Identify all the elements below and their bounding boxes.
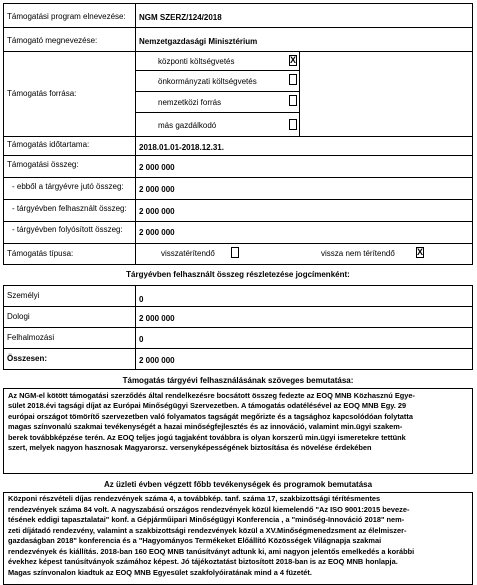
usage-text-line: szert, melyek nagyon hasznosak Magyarorsz. versenyképességének biztosítása és növelése érdekében	[8, 443, 372, 453]
activities-line: rendezvények száma 84 volt. A nagyszabású országos rendezvények közül kiemelendő "Az ISO 9001:2015 beveze-	[8, 504, 410, 514]
support-type-refundable-label: visszatérítendő	[161, 249, 215, 258]
breakdown-personal-value: 0	[139, 295, 144, 304]
activities-line: zeti díjátadó rendezvény, valamint a szakbizottsági rendezvények közül a XV.Minőségmenedzsment az élelmiszer-	[8, 525, 407, 535]
funding-option-other-entity: más gazdálkodó	[158, 121, 217, 130]
amount-year-label: - ebből a tárgyévre jutó összeg:	[12, 182, 124, 191]
used-year-value: 2 000 000	[139, 207, 175, 216]
amount-label: Támogatási összeg:	[7, 160, 79, 169]
breakdown-material-label: Dologi	[7, 312, 30, 321]
activities-title: Az üzleti évben végzett főbb tevékenységek és programok bemutatása	[103, 480, 373, 489]
support-type-nonrefundable-checkbox[interactable]: X	[417, 247, 424, 257]
program-name-label: Támogatási program elnevezése:	[7, 12, 126, 21]
usage-text-line: sület 2018.évi tagsági díjat az Európai Minőségügyi Szervezetben. A támogatás odatélésével az EOQ MNB Egy. 29	[8, 401, 407, 411]
breakdown-capital-label: Felhalmozási	[7, 333, 55, 342]
activities-line: tésének eddigi tapasztalatai" konf. a Gépjárműipari Minőségügyi Konferencia , a "minőség-Innováció 2018" nem-	[8, 515, 405, 524]
used-year-label: - tárgyévben felhasznált összeg:	[12, 204, 127, 213]
amount-value: 2 000 000	[139, 163, 175, 172]
breakdown-material-value: 2 000 000	[139, 314, 175, 323]
program-name-value: NGM SZERZ/124/2018	[139, 13, 222, 22]
funding-checkbox-municipal[interactable]	[289, 74, 297, 85]
support-type-refundable-checkbox[interactable]	[231, 247, 239, 258]
activities-line: gazdaságban 2018" konferencia és a "Hagyományos Termékeket Előállító Közösségek Világnapja szakmai	[8, 536, 382, 545]
funding-checkbox-other-entity[interactable]	[289, 119, 297, 130]
amount-year-value: 2 000 000	[139, 185, 175, 194]
breakdown-title: Tárgyévben felhasznált összeg részletezése jogcímenként:	[126, 270, 350, 279]
usage-text-line: magas színvonalú szakmai tevékenységét a hazai minőségfejlesztés és az innováció, valamint min.ügyi szakem-	[8, 422, 403, 432]
support-type-label: Támogatás típusa:	[7, 249, 74, 258]
activities-body	[8, 494, 414, 578]
usage-text-title: Támogatás tárgyévi felhasználásának szöveges bemutatása:	[122, 376, 354, 385]
duration-value: 2018.01.01-2018.12.31.	[139, 143, 224, 152]
breakdown-personal-label: Személyi	[7, 291, 40, 300]
activities-line: évekhez képest tanúsítványok számához képest. Jó tájékoztatást biztosított 2018-ban is az EOQ MNB honlapja.	[8, 557, 398, 566]
grantor-label: Támogató megnevezése:	[7, 36, 98, 45]
breakdown-total-label: Összesen:	[7, 354, 48, 363]
funding-option-municipal: önkormányzati költségvetés	[158, 77, 257, 86]
grantor-value: Nemzetgazdasági Minisztérium	[139, 37, 258, 46]
breakdown-total-value: 2 000 000	[139, 356, 175, 365]
paid-year-value: 2 000 000	[139, 228, 175, 237]
funding-option-central: központi költségvetés	[158, 57, 235, 66]
usage-text-line: berek továbbképzése terén. Az EOQ teljes jogú tagjaként továbbra is olyan korszerű min.ügyi ismeretekre tettünk	[8, 432, 406, 442]
funding-option-international: nemzetközi forrás	[158, 98, 222, 107]
duration-label: Támogatás időtartama:	[7, 140, 90, 149]
activities-line: Közponi részvételi díjas rendezvények száma 4, a továbbkép. tanf. száma 17, szakbizottsági térítésmentes	[8, 494, 381, 503]
breakdown-capital-value: 0	[139, 335, 144, 344]
column-divider	[135, 3, 136, 265]
usage-text-line: európai országot tömörítő szervezetben való folyamatos tagságát megőrizte és a tagsághoz kapcsolódóan folytatta	[8, 411, 413, 421]
usage-text-body	[8, 391, 415, 453]
paid-year-label: - tárgyévben folyósított összeg:	[12, 225, 123, 234]
funding-checkbox-central[interactable]: X	[290, 55, 297, 65]
support-type-nonrefundable-label: vissza nem térítendő	[321, 249, 395, 258]
activities-line: Magas színvonalon kiadtuk az EOQ MNB Egyesület szakfolyóiratának mind a 4 füzetét.	[8, 567, 312, 577]
usage-text-line: Az NGM-el kötött támogatási szerződés által rendelkezésre bocsátott összeg fedezte az EOQ MNB Közhasznú Egye-	[8, 391, 415, 400]
activities-line: rendezvények és kiállítás. 2018-ban 160 EOQ MNB tanúsítványt adtunk ki, ami nagyon jelentős emelkedés a korábbi	[8, 546, 415, 556]
funding-checkbox-international[interactable]	[289, 95, 297, 106]
funding-source-label: Támogatás forrása:	[7, 89, 77, 98]
